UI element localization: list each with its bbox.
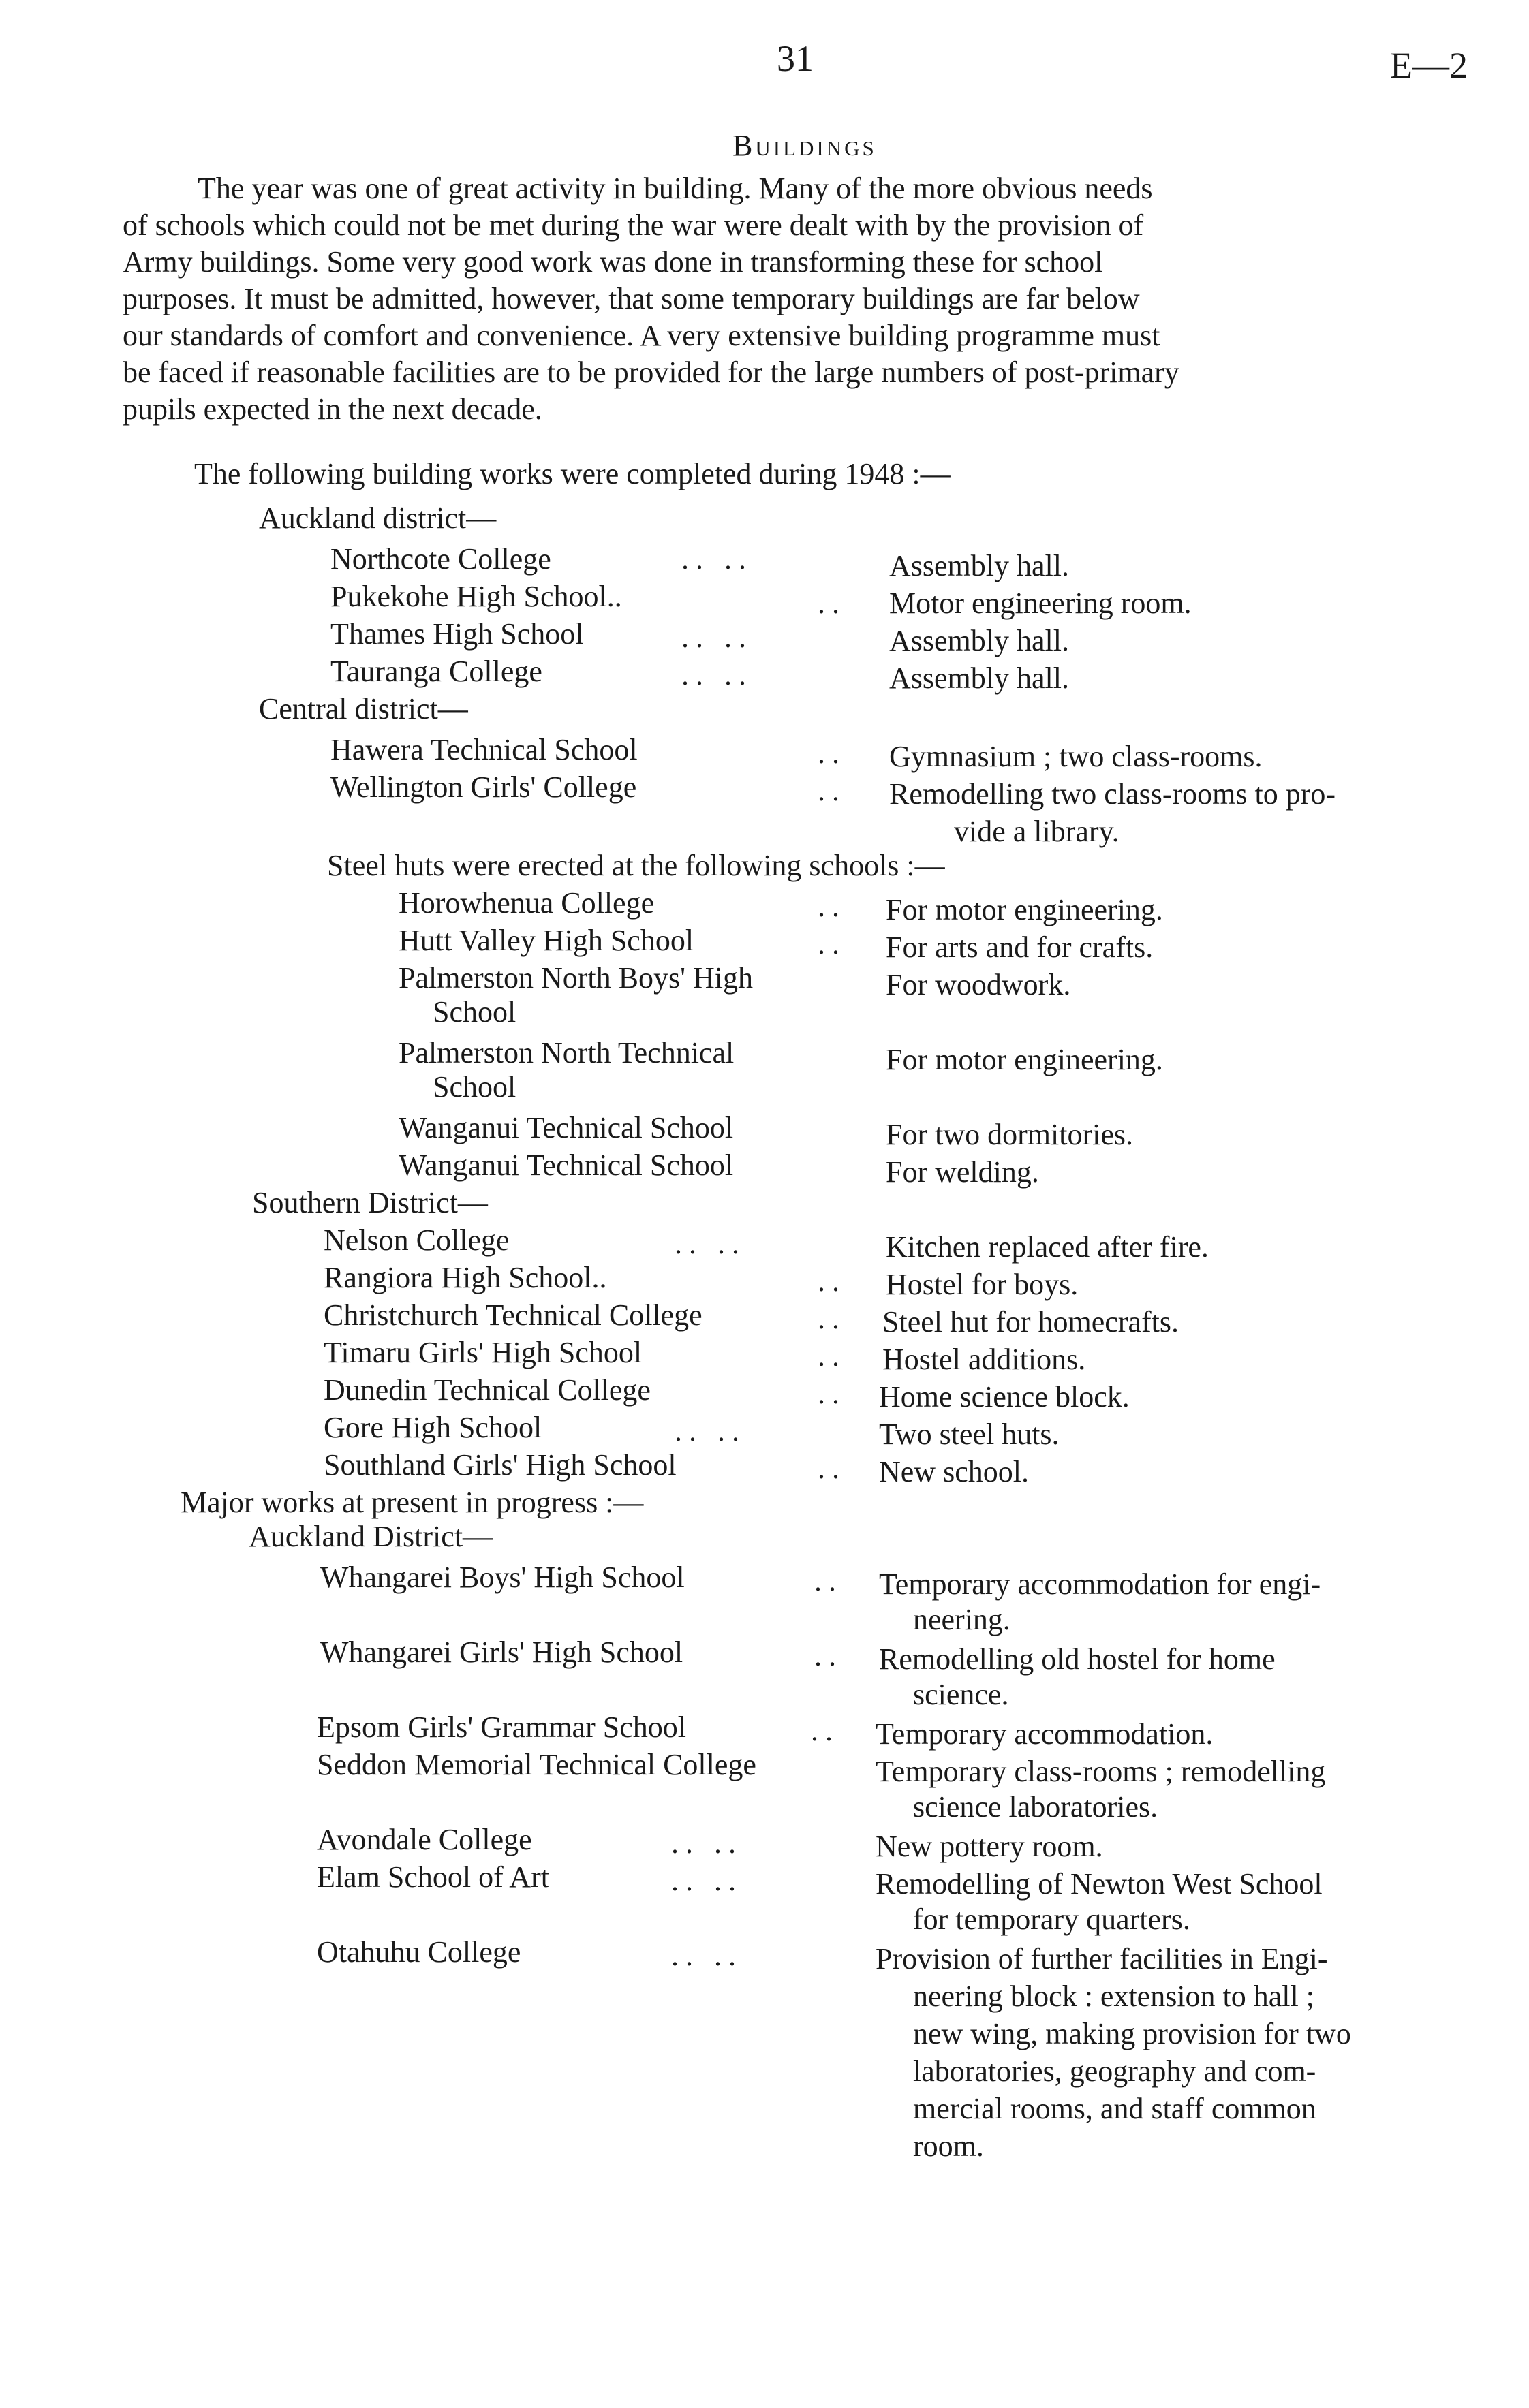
school-name: Northcote College bbox=[330, 542, 551, 576]
major-works-heading: Major works at present in progress :— bbox=[181, 1486, 644, 1519]
paragraph-line: of schools which could not be met during the war were dealt with by the provision of bbox=[123, 208, 1144, 242]
leader-dots: .. bbox=[818, 736, 846, 770]
school-name: Elam School of Art bbox=[317, 1860, 549, 1894]
work-description-cont: science laboratories. bbox=[913, 1790, 1158, 1824]
school-name: Rangiora High School.. bbox=[324, 1261, 607, 1294]
school-name: Palmerston North Technical bbox=[399, 1036, 735, 1069]
paragraph-line: pupils expected in the next decade. bbox=[123, 392, 542, 426]
paragraph-line: be faced if reasonable facilities are to be provided for the large numbers of post-primary bbox=[123, 356, 1179, 389]
school-name: Horowhenua College bbox=[399, 886, 655, 920]
work-description: Assembly hall. bbox=[889, 549, 1069, 582]
paragraph-line: The year was one of great activity in building. Many of the more obvious needs bbox=[198, 172, 1153, 205]
school-name: Whangarei Boys' High School bbox=[320, 1561, 685, 1594]
completed-intro: The following building works were completed during 1948 :— bbox=[194, 457, 951, 490]
leader-dots: .. bbox=[818, 1452, 846, 1485]
leader-dots: .. bbox=[818, 1377, 846, 1410]
work-description: For welding. bbox=[886, 1155, 1039, 1189]
work-description-cont: room. bbox=[913, 2129, 984, 2163]
school-name: Gore High School bbox=[324, 1411, 542, 1444]
work-description: Two steel huts. bbox=[879, 1418, 1060, 1451]
work-description: Kitchen replaced after fire. bbox=[886, 1230, 1209, 1264]
school-name: Wellington Girls' College bbox=[330, 770, 637, 804]
school-name: Seddon Memorial Technical College bbox=[317, 1748, 756, 1781]
leader-dots: .. bbox=[814, 1564, 843, 1597]
work-description-cont: vide a library. bbox=[954, 815, 1119, 848]
work-description: New pottery room. bbox=[876, 1830, 1103, 1863]
leader-dots: .. .. bbox=[671, 1864, 743, 1897]
school-name: Whangarei Girls' High School bbox=[320, 1636, 683, 1669]
work-description-cont: mercial rooms, and staff common bbox=[913, 2092, 1316, 2125]
work-description-cont: science. bbox=[913, 1678, 1009, 1711]
work-description: Provision of further facilities in Engi- bbox=[876, 1942, 1328, 1975]
leader-dots: .. bbox=[818, 587, 846, 620]
leader-dots: .. bbox=[818, 890, 846, 923]
steel-huts-intro: Steel huts were erected at the following schools :— bbox=[327, 849, 945, 882]
heading-auckland-district: Auckland district— bbox=[259, 501, 497, 535]
school-name-cont: School bbox=[433, 1070, 516, 1104]
school-name: Pukekohe High School.. bbox=[330, 580, 622, 613]
work-description: For motor engineering. bbox=[886, 893, 1163, 926]
school-name: Christchurch Technical College bbox=[324, 1298, 702, 1332]
work-description: Temporary accommodation for engi- bbox=[879, 1567, 1321, 1601]
school-name: Avondale College bbox=[317, 1823, 532, 1856]
paragraph-line: Army buildings. Some very good work was done in transforming these for school bbox=[123, 245, 1103, 279]
work-description: Gymnasium ; two class-rooms. bbox=[889, 740, 1263, 773]
school-name-cont: School bbox=[433, 995, 516, 1029]
work-description: For arts and for crafts. bbox=[886, 931, 1154, 964]
school-name: Dunedin Technical College bbox=[324, 1373, 651, 1407]
work-description: Remodelling two class-rooms to pro- bbox=[889, 777, 1336, 811]
work-description: For woodwork. bbox=[886, 968, 1071, 1001]
heading-central-district: Central district— bbox=[259, 692, 468, 725]
school-name: Wanganui Technical School bbox=[399, 1148, 734, 1182]
document-code: E—2 bbox=[1390, 45, 1468, 86]
work-description: Temporary class-rooms ; remodelling bbox=[876, 1755, 1326, 1788]
leader-dots: .. bbox=[818, 1339, 846, 1373]
leader-dots: .. bbox=[818, 927, 846, 960]
work-description: Remodelling of Newton West School bbox=[876, 1867, 1323, 1901]
school-name: Epsom Girls' Grammar School bbox=[317, 1710, 686, 1744]
section-title: Buildings bbox=[732, 129, 877, 162]
school-name: Hutt Valley High School bbox=[399, 924, 694, 957]
leader-dots: .. .. bbox=[675, 1227, 746, 1260]
paragraph-line: purposes. It must be admitted, however, that some temporary buildings are far below bbox=[123, 282, 1140, 315]
work-description: Remodelling old hostel for home bbox=[879, 1642, 1276, 1676]
work-description: Steel hut for homecrafts. bbox=[882, 1305, 1179, 1339]
leader-dots: .. .. bbox=[681, 658, 753, 691]
leader-dots: .. .. bbox=[681, 542, 753, 576]
work-description: Temporary accommodation. bbox=[876, 1717, 1214, 1751]
school-name: Nelson College bbox=[324, 1223, 510, 1257]
work-description-cont: neering. bbox=[913, 1603, 1010, 1636]
heading-southern-district: Southern District— bbox=[252, 1186, 488, 1219]
intro-paragraph bbox=[123, 170, 1479, 428]
work-description: Hostel for boys. bbox=[886, 1268, 1079, 1301]
school-name: Timaru Girls' High School bbox=[324, 1336, 643, 1369]
work-description: For motor engineering. bbox=[886, 1043, 1163, 1076]
leader-dots: .. bbox=[818, 1264, 846, 1298]
heading-auckland-district-major: Auckland District— bbox=[249, 1520, 493, 1553]
school-name: Thames High School bbox=[330, 617, 584, 651]
work-description: Home science block. bbox=[879, 1380, 1130, 1413]
work-description: Motor engineering room. bbox=[889, 587, 1192, 620]
work-description-cont: for temporary quarters. bbox=[913, 1903, 1190, 1936]
work-description-cont: new wing, making provision for two bbox=[913, 2017, 1351, 2050]
school-name: Palmerston North Boys' High bbox=[399, 961, 754, 995]
school-name: Wanganui Technical School bbox=[399, 1111, 734, 1144]
leader-dots: .. bbox=[814, 1639, 843, 1672]
work-description: New school. bbox=[879, 1455, 1029, 1488]
leader-dots: .. bbox=[811, 1714, 839, 1747]
leader-dots: .. bbox=[818, 1302, 846, 1335]
school-name: Hawera Technical School bbox=[330, 733, 638, 766]
school-name: Southland Girls' High School bbox=[324, 1448, 677, 1482]
page-number: 31 bbox=[777, 38, 814, 79]
leader-dots: .. .. bbox=[671, 1826, 743, 1860]
work-description: Assembly hall. bbox=[889, 661, 1069, 695]
work-description: Assembly hall. bbox=[889, 624, 1069, 657]
school-name: Otahuhu College bbox=[317, 1935, 521, 1969]
leader-dots: .. .. bbox=[681, 621, 753, 654]
paragraph-line: our standards of comfort and convenience. A very extensive building programme must bbox=[123, 319, 1160, 352]
leader-dots: .. .. bbox=[671, 1939, 743, 1972]
school-name: Tauranga College bbox=[330, 655, 542, 688]
work-description: For two dormitories. bbox=[886, 1118, 1133, 1151]
leader-dots: .. bbox=[818, 774, 846, 807]
work-description-cont: neering block : extension to hall ; bbox=[913, 1980, 1314, 2013]
work-description-cont: laboratories, geography and com- bbox=[913, 2054, 1316, 2088]
work-description: Hostel additions. bbox=[882, 1343, 1086, 1376]
leader-dots: .. .. bbox=[675, 1414, 746, 1448]
